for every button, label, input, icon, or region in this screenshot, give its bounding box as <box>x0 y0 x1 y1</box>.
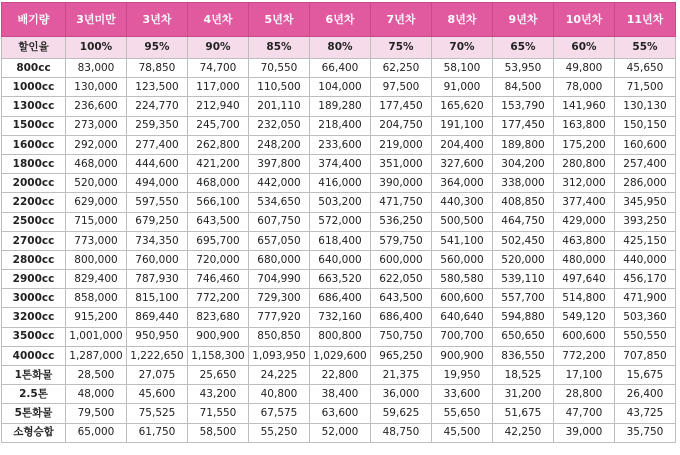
price-cell: 224,770 <box>127 97 188 116</box>
price-cell: 704,990 <box>249 270 310 289</box>
price-cell: 534,650 <box>249 193 310 212</box>
price-cell: 643,500 <box>371 289 432 308</box>
price-cell: 663,520 <box>310 270 371 289</box>
price-cell: 629,000 <box>66 193 127 212</box>
table-row <box>2 308 676 327</box>
row-label-cell: 2200cc <box>2 193 66 212</box>
price-cell: 471,900 <box>615 289 676 308</box>
price-cell: 900,900 <box>432 346 493 365</box>
price-cell: 28,500 <box>66 366 127 385</box>
price-cell: 45,600 <box>127 385 188 404</box>
price-cell: 245,700 <box>188 116 249 135</box>
price-cell: 24,225 <box>249 366 310 385</box>
price-cell: 104,000 <box>310 78 371 97</box>
price-cell: 71,550 <box>188 404 249 423</box>
table-row <box>2 212 676 231</box>
row-label-cell: 2900cc <box>2 270 66 289</box>
table-row <box>2 231 676 250</box>
price-cell: 594,880 <box>493 308 554 327</box>
price-cell: 48,000 <box>66 385 127 404</box>
price-cell: 440,000 <box>615 250 676 269</box>
header-year-cell: 4년차 <box>188 3 249 37</box>
header-year-cell: 3년차 <box>127 3 188 37</box>
table-row <box>2 174 676 193</box>
price-cell: 600,600 <box>554 327 615 346</box>
table-row <box>2 97 676 116</box>
vehicle-price-table <box>1 2 676 443</box>
table-row <box>2 327 676 346</box>
row-label-cell: 2500cc <box>2 212 66 231</box>
table-row <box>2 366 676 385</box>
price-cell: 503,360 <box>615 308 676 327</box>
price-cell: 800,000 <box>66 250 127 269</box>
price-cell: 695,700 <box>188 231 249 250</box>
table-row <box>2 193 676 212</box>
price-cell: 204,750 <box>371 116 432 135</box>
price-cell: 71,500 <box>615 78 676 97</box>
price-cell: 364,000 <box>432 174 493 193</box>
price-cell: 33,600 <box>432 385 493 404</box>
price-cell: 175,200 <box>554 135 615 154</box>
price-cell: 640,000 <box>310 250 371 269</box>
price-cell: 45,500 <box>432 423 493 442</box>
price-cell: 67,575 <box>249 404 310 423</box>
price-cell: 497,640 <box>554 270 615 289</box>
price-cell: 390,000 <box>371 174 432 193</box>
price-cell: 836,550 <box>493 346 554 365</box>
price-cell: 17,100 <box>554 366 615 385</box>
price-cell: 1,093,950 <box>249 346 310 365</box>
price-cell: 31,200 <box>493 385 554 404</box>
price-cell: 58,500 <box>188 423 249 442</box>
price-cell: 823,680 <box>188 308 249 327</box>
price-cell: 686,400 <box>371 308 432 327</box>
price-cell: 277,400 <box>127 135 188 154</box>
price-cell: 204,400 <box>432 135 493 154</box>
discount-rate-cell: 80% <box>310 37 371 59</box>
price-cell: 66,400 <box>310 59 371 78</box>
table-row <box>2 59 676 78</box>
price-cell: 212,940 <box>188 97 249 116</box>
price-cell: 536,250 <box>371 212 432 231</box>
row-label-cell: 1000cc <box>2 78 66 97</box>
row-label-cell: 1톤화물 <box>2 366 66 385</box>
price-cell: 123,500 <box>127 78 188 97</box>
price-cell: 1,029,600 <box>310 346 371 365</box>
price-cell: 393,250 <box>615 212 676 231</box>
price-cell: 686,400 <box>310 289 371 308</box>
price-cell: 800,800 <box>310 327 371 346</box>
price-cell: 869,440 <box>127 308 188 327</box>
price-cell: 679,250 <box>127 212 188 231</box>
price-cell: 560,000 <box>432 250 493 269</box>
price-cell: 539,110 <box>493 270 554 289</box>
table-row <box>2 78 676 97</box>
table-row <box>2 423 676 442</box>
price-cell: 900,900 <box>188 327 249 346</box>
discount-row <box>2 37 676 59</box>
price-cell: 720,000 <box>188 250 249 269</box>
price-cell: 62,250 <box>371 59 432 78</box>
header-year-cell: 7년차 <box>371 3 432 37</box>
price-cell: 680,000 <box>249 250 310 269</box>
price-cell: 345,950 <box>615 193 676 212</box>
table-row <box>2 250 676 269</box>
price-cell: 416,000 <box>310 174 371 193</box>
price-cell: 622,050 <box>371 270 432 289</box>
price-cell: 201,110 <box>249 97 310 116</box>
header-year-cell: 3년미만 <box>66 3 127 37</box>
price-cell: 51,675 <box>493 404 554 423</box>
price-cell: 707,850 <box>615 346 676 365</box>
price-cell: 468,000 <box>188 174 249 193</box>
price-cell: 153,790 <box>493 97 554 116</box>
price-cell: 572,000 <box>310 212 371 231</box>
price-cell: 28,800 <box>554 385 615 404</box>
price-cell: 35,750 <box>615 423 676 442</box>
price-cell: 177,450 <box>371 97 432 116</box>
price-cell: 734,350 <box>127 231 188 250</box>
price-cell: 248,200 <box>249 135 310 154</box>
header-year-cell: 11년차 <box>615 3 676 37</box>
discount-rate-cell: 85% <box>249 37 310 59</box>
price-cell: 397,800 <box>249 154 310 173</box>
header-year-cell: 8년차 <box>432 3 493 37</box>
price-cell: 950,950 <box>127 327 188 346</box>
price-cell: 232,050 <box>249 116 310 135</box>
row-label-cell: 2700cc <box>2 231 66 250</box>
table-row <box>2 270 676 289</box>
price-cell: 79,500 <box>66 404 127 423</box>
price-cell: 160,600 <box>615 135 676 154</box>
discount-rate-cell: 65% <box>493 37 554 59</box>
price-cell: 715,000 <box>66 212 127 231</box>
header-row <box>2 3 676 37</box>
price-cell: 377,400 <box>554 193 615 212</box>
header-year-cell: 5년차 <box>249 3 310 37</box>
price-cell: 500,500 <box>432 212 493 231</box>
price-cell: 19,950 <box>432 366 493 385</box>
row-label-cell: 소형승합 <box>2 423 66 442</box>
price-cell: 514,800 <box>554 289 615 308</box>
price-cell: 39,000 <box>554 423 615 442</box>
discount-label-cell: 할인율 <box>2 37 66 59</box>
price-cell: 52,000 <box>310 423 371 442</box>
price-cell: 557,700 <box>493 289 554 308</box>
price-cell: 218,400 <box>310 116 371 135</box>
header-year-cell: 10년차 <box>554 3 615 37</box>
price-cell: 65,000 <box>66 423 127 442</box>
row-label-cell: 2800cc <box>2 250 66 269</box>
price-cell: 259,350 <box>127 116 188 135</box>
price-cell: 915,200 <box>66 308 127 327</box>
discount-rate-cell: 95% <box>127 37 188 59</box>
price-cell: 429,000 <box>554 212 615 231</box>
price-cell: 18,525 <box>493 366 554 385</box>
price-cell: 177,450 <box>493 116 554 135</box>
price-cell: 480,000 <box>554 250 615 269</box>
price-cell: 130,130 <box>615 97 676 116</box>
price-cell: 338,000 <box>493 174 554 193</box>
table-row <box>2 385 676 404</box>
price-cell: 59,625 <box>371 404 432 423</box>
price-cell: 777,920 <box>249 308 310 327</box>
price-cell: 787,930 <box>127 270 188 289</box>
discount-rate-cell: 100% <box>66 37 127 59</box>
price-cell: 444,600 <box>127 154 188 173</box>
price-cell: 579,750 <box>371 231 432 250</box>
price-cell: 815,100 <box>127 289 188 308</box>
price-cell: 117,000 <box>188 78 249 97</box>
price-cell: 700,700 <box>432 327 493 346</box>
price-cell: 150,150 <box>615 116 676 135</box>
price-cell: 63,600 <box>310 404 371 423</box>
discount-rate-cell: 90% <box>188 37 249 59</box>
price-cell: 850,850 <box>249 327 310 346</box>
price-cell: 858,000 <box>66 289 127 308</box>
price-cell: 189,280 <box>310 97 371 116</box>
price-cell: 262,800 <box>188 135 249 154</box>
price-cell: 600,600 <box>432 289 493 308</box>
price-cell: 163,800 <box>554 116 615 135</box>
price-cell: 502,450 <box>493 231 554 250</box>
price-cell: 165,620 <box>432 97 493 116</box>
price-cell: 580,580 <box>432 270 493 289</box>
price-cell: 1,222,650 <box>127 346 188 365</box>
price-cell: 42,250 <box>493 423 554 442</box>
price-cell: 312,000 <box>554 174 615 193</box>
price-cell: 191,100 <box>432 116 493 135</box>
price-cell: 91,000 <box>432 78 493 97</box>
header-year-cell: 6년차 <box>310 3 371 37</box>
price-cell: 22,800 <box>310 366 371 385</box>
price-cell: 286,000 <box>615 174 676 193</box>
price-cell: 440,300 <box>432 193 493 212</box>
price-cell: 566,100 <box>188 193 249 212</box>
price-cell: 49,800 <box>554 59 615 78</box>
row-label-cell: 1600cc <box>2 135 66 154</box>
price-cell: 45,650 <box>615 59 676 78</box>
price-cell: 520,000 <box>493 250 554 269</box>
price-cell: 36,000 <box>371 385 432 404</box>
price-cell: 40,800 <box>249 385 310 404</box>
price-cell: 78,850 <box>127 59 188 78</box>
price-cell: 463,800 <box>554 231 615 250</box>
price-cell: 520,000 <box>66 174 127 193</box>
price-cell: 55,250 <box>249 423 310 442</box>
price-cell: 468,000 <box>66 154 127 173</box>
price-cell: 327,600 <box>432 154 493 173</box>
price-cell: 464,750 <box>493 212 554 231</box>
price-cell: 83,000 <box>66 59 127 78</box>
table-row <box>2 289 676 308</box>
price-cell: 75,525 <box>127 404 188 423</box>
price-cell: 657,050 <box>249 231 310 250</box>
price-cell: 421,200 <box>188 154 249 173</box>
price-cell: 48,750 <box>371 423 432 442</box>
price-cell: 257,400 <box>615 154 676 173</box>
table-row <box>2 404 676 423</box>
price-cell: 618,400 <box>310 231 371 250</box>
price-cell: 442,000 <box>249 174 310 193</box>
price-cell: 58,100 <box>432 59 493 78</box>
row-label-cell: 800cc <box>2 59 66 78</box>
price-cell: 97,500 <box>371 78 432 97</box>
price-cell: 729,300 <box>249 289 310 308</box>
price-cell: 607,750 <box>249 212 310 231</box>
price-cell: 456,170 <box>615 270 676 289</box>
price-cell: 750,750 <box>371 327 432 346</box>
row-label-cell: 1500cc <box>2 116 66 135</box>
price-cell: 47,700 <box>554 404 615 423</box>
price-cell: 43,200 <box>188 385 249 404</box>
price-cell: 304,200 <box>493 154 554 173</box>
price-rows <box>2 59 676 443</box>
price-cell: 351,000 <box>371 154 432 173</box>
price-cell: 280,800 <box>554 154 615 173</box>
table-row <box>2 154 676 173</box>
price-cell: 110,500 <box>249 78 310 97</box>
price-cell: 408,850 <box>493 193 554 212</box>
price-cell: 130,000 <box>66 78 127 97</box>
price-cell: 494,000 <box>127 174 188 193</box>
price-cell: 38,400 <box>310 385 371 404</box>
price-cell: 772,200 <box>188 289 249 308</box>
discount-rate-cell: 55% <box>615 37 676 59</box>
price-cell: 26,400 <box>615 385 676 404</box>
price-cell: 650,650 <box>493 327 554 346</box>
row-label-cell: 5톤화물 <box>2 404 66 423</box>
price-cell: 1,287,000 <box>66 346 127 365</box>
row-label-cell: 2000cc <box>2 174 66 193</box>
table-row <box>2 116 676 135</box>
discount-rate-cell: 75% <box>371 37 432 59</box>
price-cell: 425,150 <box>615 231 676 250</box>
price-cell: 597,550 <box>127 193 188 212</box>
price-cell: 773,000 <box>66 231 127 250</box>
price-cell: 772,200 <box>554 346 615 365</box>
price-cell: 53,950 <box>493 59 554 78</box>
price-cell: 541,100 <box>432 231 493 250</box>
price-cell: 1,001,000 <box>66 327 127 346</box>
price-cell: 55,650 <box>432 404 493 423</box>
price-cell: 15,675 <box>615 366 676 385</box>
price-cell: 374,400 <box>310 154 371 173</box>
discount-rate-cell: 70% <box>432 37 493 59</box>
row-label-cell: 4000cc <box>2 346 66 365</box>
price-cell: 643,500 <box>188 212 249 231</box>
price-cell: 600,000 <box>371 250 432 269</box>
price-cell: 61,750 <box>127 423 188 442</box>
price-cell: 219,000 <box>371 135 432 154</box>
price-cell: 84,500 <box>493 78 554 97</box>
price-cell: 829,400 <box>66 270 127 289</box>
price-cell: 732,160 <box>310 308 371 327</box>
row-label-cell: 3200cc <box>2 308 66 327</box>
price-cell: 25,650 <box>188 366 249 385</box>
price-cell: 549,120 <box>554 308 615 327</box>
price-cell: 189,800 <box>493 135 554 154</box>
row-label-cell: 3500cc <box>2 327 66 346</box>
price-cell: 746,460 <box>188 270 249 289</box>
price-cell: 503,200 <box>310 193 371 212</box>
row-label-cell: 3000cc <box>2 289 66 308</box>
table-row <box>2 346 676 365</box>
table-row <box>2 135 676 154</box>
price-cell: 27,075 <box>127 366 188 385</box>
price-cell: 236,600 <box>66 97 127 116</box>
price-cell: 640,640 <box>432 308 493 327</box>
price-cell: 1,158,300 <box>188 346 249 365</box>
price-cell: 78,000 <box>554 78 615 97</box>
price-cell: 233,600 <box>310 135 371 154</box>
price-cell: 43,725 <box>615 404 676 423</box>
discount-rate-cell: 60% <box>554 37 615 59</box>
price-cell: 965,250 <box>371 346 432 365</box>
price-cell: 273,000 <box>66 116 127 135</box>
price-cell: 550,550 <box>615 327 676 346</box>
price-cell: 292,000 <box>66 135 127 154</box>
row-label-cell: 1800cc <box>2 154 66 173</box>
price-cell: 760,000 <box>127 250 188 269</box>
price-cell: 74,700 <box>188 59 249 78</box>
price-cell: 21,375 <box>371 366 432 385</box>
price-cell: 141,960 <box>554 97 615 116</box>
price-cell: 471,750 <box>371 193 432 212</box>
header-label-cell: 배기량 <box>2 3 66 37</box>
price-cell: 70,550 <box>249 59 310 78</box>
row-label-cell: 2.5톤 <box>2 385 66 404</box>
header-year-cell: 9년차 <box>493 3 554 37</box>
row-label-cell: 1300cc <box>2 97 66 116</box>
